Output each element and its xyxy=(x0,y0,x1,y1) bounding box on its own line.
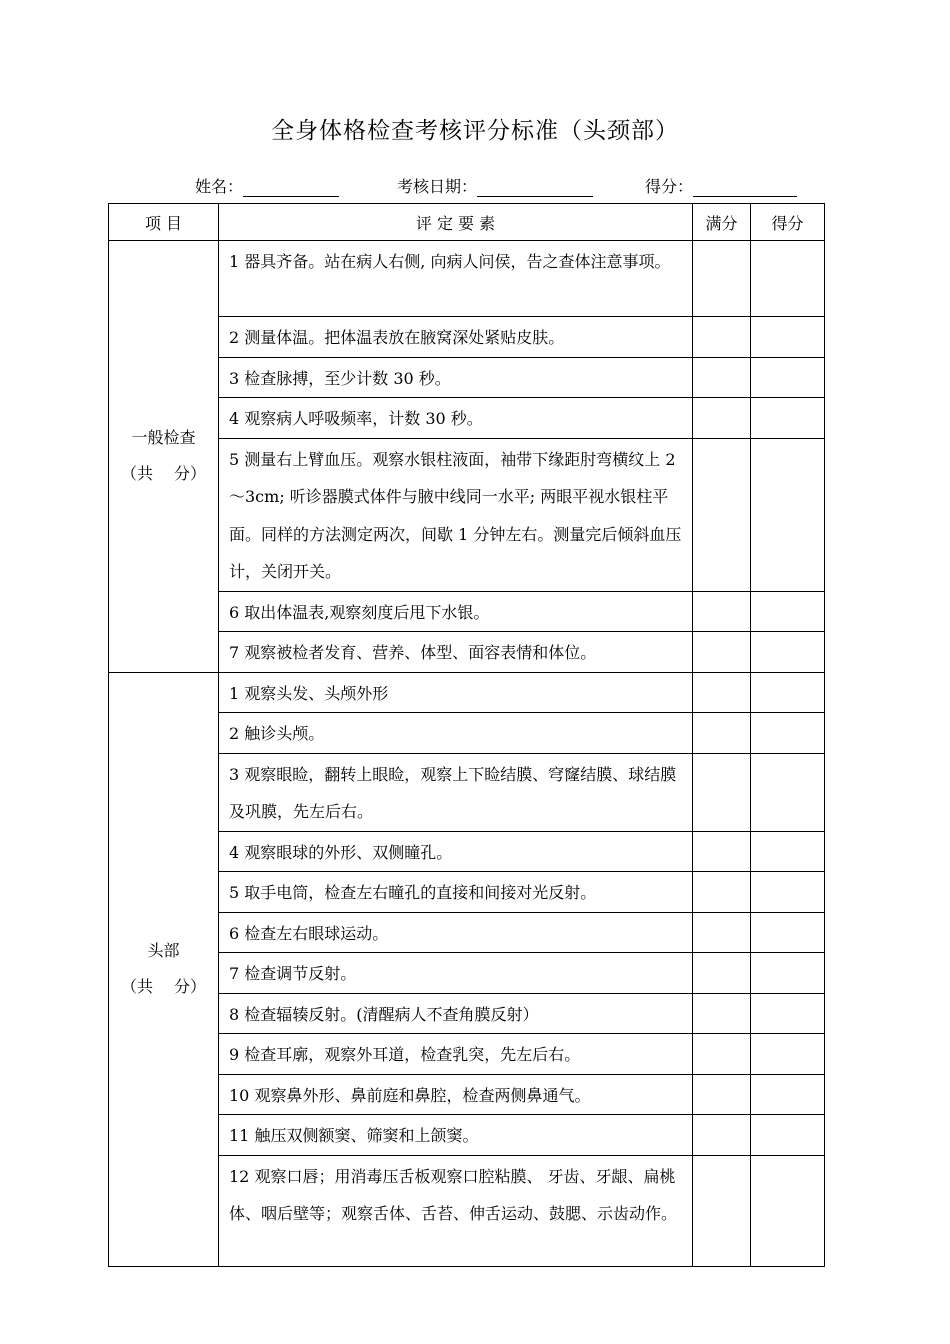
full-score-cell[interactable] xyxy=(693,713,751,754)
full-score-cell[interactable] xyxy=(693,241,751,317)
header-full-score: 满分 xyxy=(693,204,751,241)
full-score-cell[interactable] xyxy=(693,831,751,872)
full-score-cell[interactable] xyxy=(693,591,751,632)
header-row xyxy=(109,204,825,241)
got-score-cell[interactable] xyxy=(751,1074,825,1115)
score-label: 得分： xyxy=(645,177,694,196)
header-item: 项 目 xyxy=(109,204,219,241)
requirement-cell: 5 测量右上臂血压。观察水银柱液面，袖带下缘距肘弯横纹上 2～3cm; 听诊器膜式体件与腋中线同一水平; 两眼平视水银柱平面。同样的方法测定两次，间歇 1 分钟左右。测量完后倾斜血压计，关闭开关。 xyxy=(219,438,693,591)
full-score-cell[interactable] xyxy=(693,1034,751,1075)
got-score-cell[interactable] xyxy=(751,1155,825,1266)
score-blank[interactable] xyxy=(693,179,797,197)
got-score-cell[interactable] xyxy=(751,672,825,713)
header-got-score: 得分 xyxy=(751,204,825,241)
requirement-cell: 6 检查左右眼球运动。 xyxy=(219,912,693,953)
table-row xyxy=(109,241,825,317)
got-score-cell[interactable] xyxy=(751,753,825,831)
got-score-cell[interactable] xyxy=(751,438,825,591)
got-score-cell[interactable] xyxy=(751,317,825,358)
requirement-cell: 2 触诊头颅。 xyxy=(219,713,693,754)
got-score-cell[interactable] xyxy=(751,632,825,673)
requirement-cell: 3 观察眼睑，翻转上眼睑，观察上下睑结膜、穹窿结膜、球结膜及巩膜，先左后右。 xyxy=(219,753,693,831)
category-subtotal: （共 分） xyxy=(120,464,207,484)
full-score-cell[interactable] xyxy=(693,357,751,398)
requirement-cell: 2 测量体温。把体温表放在腋窝深处紧贴皮肤。 xyxy=(219,317,693,358)
full-score-cell[interactable] xyxy=(693,912,751,953)
requirement-cell: 7 观察被检者发育、营养、体型、面容表情和体位。 xyxy=(219,632,693,673)
page-title: 全身体格检查考核评分标准（头颈部） xyxy=(271,118,679,144)
date-label: 考核日期： xyxy=(397,177,478,196)
requirement-cell: 8 检查辐辏反射。(清醒病人不查角膜反射） xyxy=(219,993,693,1034)
date-field xyxy=(397,174,593,197)
got-score-cell[interactable] xyxy=(751,241,825,317)
requirement-cell: 9 检查耳廓，观察外耳道，检查乳突，先左后右。 xyxy=(219,1034,693,1075)
requirement-cell: 1 器具齐备。站在病人右侧, 向病人问侯，告之查体注意事项。 xyxy=(219,241,693,317)
scoring-table xyxy=(108,203,825,1267)
full-score-cell[interactable] xyxy=(693,872,751,913)
full-score-cell[interactable] xyxy=(693,1074,751,1115)
got-score-cell[interactable] xyxy=(751,1115,825,1156)
requirement-cell: 1 观察头发、头颅外形 xyxy=(219,672,693,713)
table-row xyxy=(109,672,825,713)
got-score-cell[interactable] xyxy=(751,993,825,1034)
got-score-cell[interactable] xyxy=(751,912,825,953)
got-score-cell[interactable] xyxy=(751,1034,825,1075)
got-score-cell[interactable] xyxy=(751,713,825,754)
full-score-cell[interactable] xyxy=(693,398,751,439)
full-score-cell[interactable] xyxy=(693,632,751,673)
requirement-cell: 4 观察眼球的外形、双侧瞳孔。 xyxy=(219,831,693,872)
full-score-cell[interactable] xyxy=(693,1115,751,1156)
category-subtotal: （共 分） xyxy=(120,977,207,996)
name-blank[interactable] xyxy=(243,179,339,197)
full-score-cell[interactable] xyxy=(693,672,751,713)
category-name: 一般检查 xyxy=(131,428,196,448)
got-score-cell[interactable] xyxy=(751,357,825,398)
score-field xyxy=(645,174,797,197)
category-name: 头部 xyxy=(147,941,180,960)
full-score-cell[interactable] xyxy=(693,993,751,1034)
got-score-cell[interactable] xyxy=(751,591,825,632)
got-score-cell[interactable] xyxy=(751,831,825,872)
requirement-cell: 3 检查脉搏，至少计数 30 秒。 xyxy=(219,357,693,398)
full-score-cell[interactable] xyxy=(693,1155,751,1266)
requirement-cell: 4 观察病人呼吸频率，计数 30 秒。 xyxy=(219,398,693,439)
date-blank[interactable] xyxy=(477,179,593,197)
requirement-cell: 11 触压双侧额窦、筛窦和上颌窦。 xyxy=(219,1115,693,1156)
full-score-cell[interactable] xyxy=(693,953,751,994)
requirement-cell: 5 取手电筒，检查左右瞳孔的直接和间接对光反射。 xyxy=(219,872,693,913)
got-score-cell[interactable] xyxy=(751,953,825,994)
full-score-cell[interactable] xyxy=(693,317,751,358)
got-score-cell[interactable] xyxy=(751,872,825,913)
requirement-cell: 10 观察鼻外形、鼻前庭和鼻腔，检查两侧鼻通气。 xyxy=(219,1074,693,1115)
requirement-cell: 12 观察口唇；用消毒压舌板观察口腔粘膜、 牙齿、牙龈、扁桃体、咽后壁等；观察舌体、舌苔、伸舌运动、鼓腮、示齿动作。 xyxy=(219,1155,693,1266)
full-score-cell[interactable] xyxy=(693,753,751,831)
category-cell-general xyxy=(109,241,219,673)
requirement-cell: 6 取出体温表,观察刻度后甩下水银。 xyxy=(219,591,693,632)
got-score-cell[interactable] xyxy=(751,398,825,439)
full-score-cell[interactable] xyxy=(693,438,751,591)
category-cell-head xyxy=(109,672,219,1266)
name-label: 姓名： xyxy=(195,177,244,196)
name-field xyxy=(195,174,339,197)
requirement-cell: 7 检查调节反射。 xyxy=(219,953,693,994)
header-requirement: 评 定 要 素 xyxy=(219,204,693,241)
